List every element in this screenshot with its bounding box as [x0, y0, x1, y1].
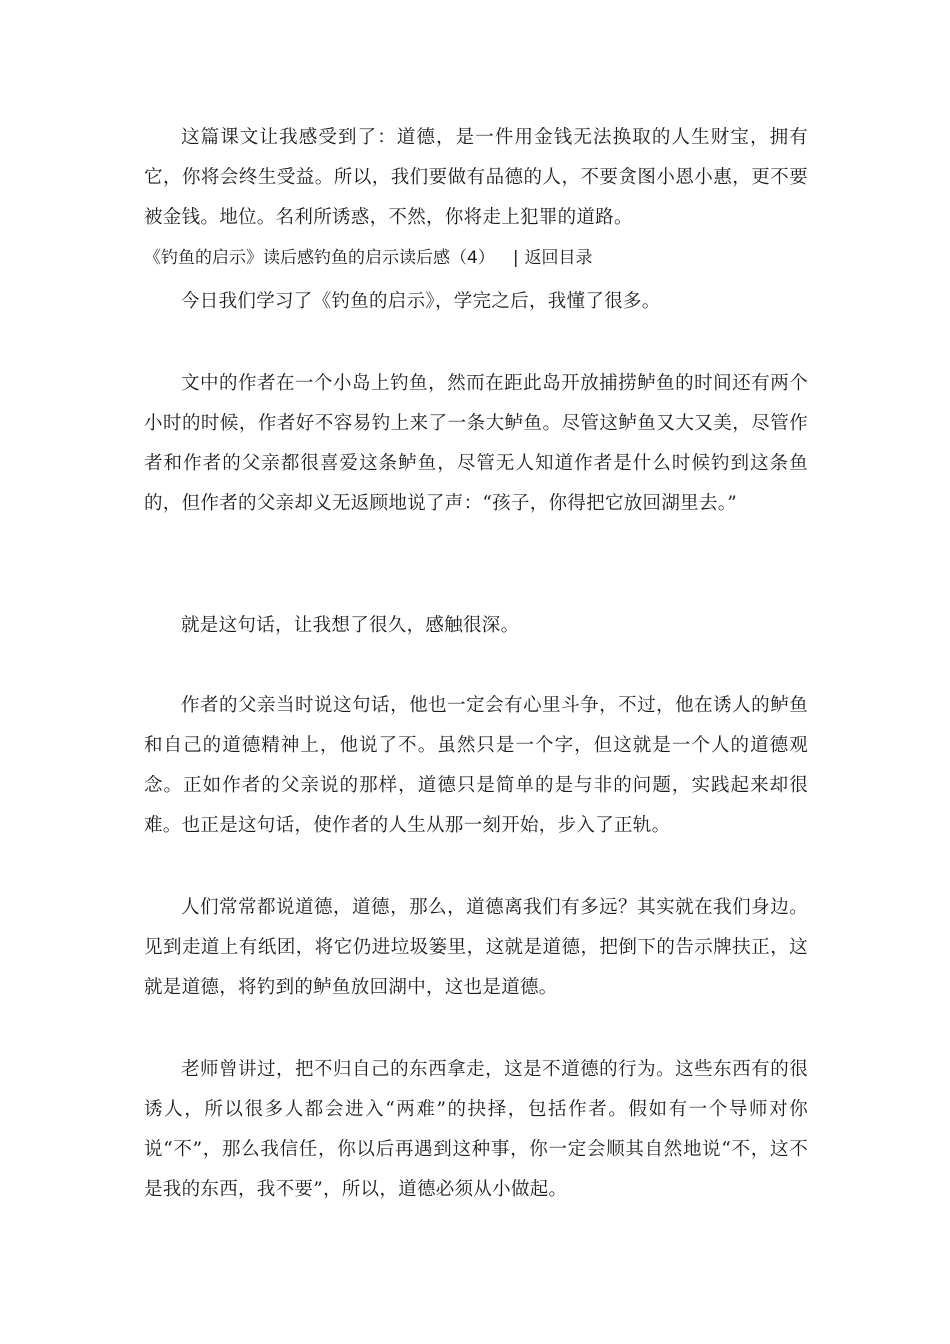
back-to-contents-link[interactable]: 返回目录 [524, 248, 593, 268]
paragraph-morality: 人们常常都说道德，道德，那么，道德离我们有多远？其实就在我们身边。见到走道上有纸团，将它仍进垃圾篓里，这就是道德，把倒下的告示牌扶正，这就是道德，将钓到的鲈鱼放回湖中，这也是道德。 [144, 897, 808, 998]
paragraph-intro: 今日我们学习了《钓鱼的启示》，学完之后，我懂了很多。 [181, 291, 661, 312]
paragraph-father: 作者的父亲当时说这句话，他也一定会有心里斗争，不过，他在诱人的鲈鱼和自己的道德精神上，他说了不。虽然只是一个字，但这就是一个人的道德观念。正如作者的父亲说的那样，道德只是简单的是与非的问题，实践起来却很难。也正是这句话，使作者的人生从那一刻开始，步入了正轨。 [144, 695, 808, 836]
paragraph-conclusion: 这篇课文让我感受到了：道德，是一件用金钱无法换取的人生财宝，拥有它，你将会终生受益。所以，我们要做有品德的人，不要贪图小恩小惠，更不要被金钱。地位。名利所诱惑，不然，你将走上犯罪的道路。 [144, 127, 808, 228]
heading-separator: | [512, 248, 519, 268]
paragraph-reflection: 就是这句话，让我想了很久，感触很深。 [181, 615, 520, 636]
article-heading [144, 244, 593, 272]
paragraph-teacher: 老师曾讲过，把不归自己的东西拿走，这是不道德的行为。这些东西有的很诱人，所以很多人都会进入“两难”的抉择，包括作者。假如有一个导师对你说“不”，那么我信任，你以后再遇到这种事，你一定会顺其自然地说“不，这不是我的东西，我不要”，所以，道德必须从小做起。 [144, 1059, 808, 1200]
article-title: 《钓鱼的启示》读后感钓鱼的启示读后感（4） [144, 248, 495, 268]
paragraph-story: 文中的作者在一个小岛上钓鱼，然而在距此岛开放捕捞鲈鱼的时间还有两个小时的时候，作者好不容易钓上来了一条大鲈鱼。尽管这鲈鱼又大又美，尽管作者和作者的父亲都很喜爱这条鲈鱼，尽管无人知道作者是什么时候钓到这条鱼的，但作者的父亲却义无返顾地说了声：“孩子，你得把它放回湖里去。” [144, 373, 808, 514]
